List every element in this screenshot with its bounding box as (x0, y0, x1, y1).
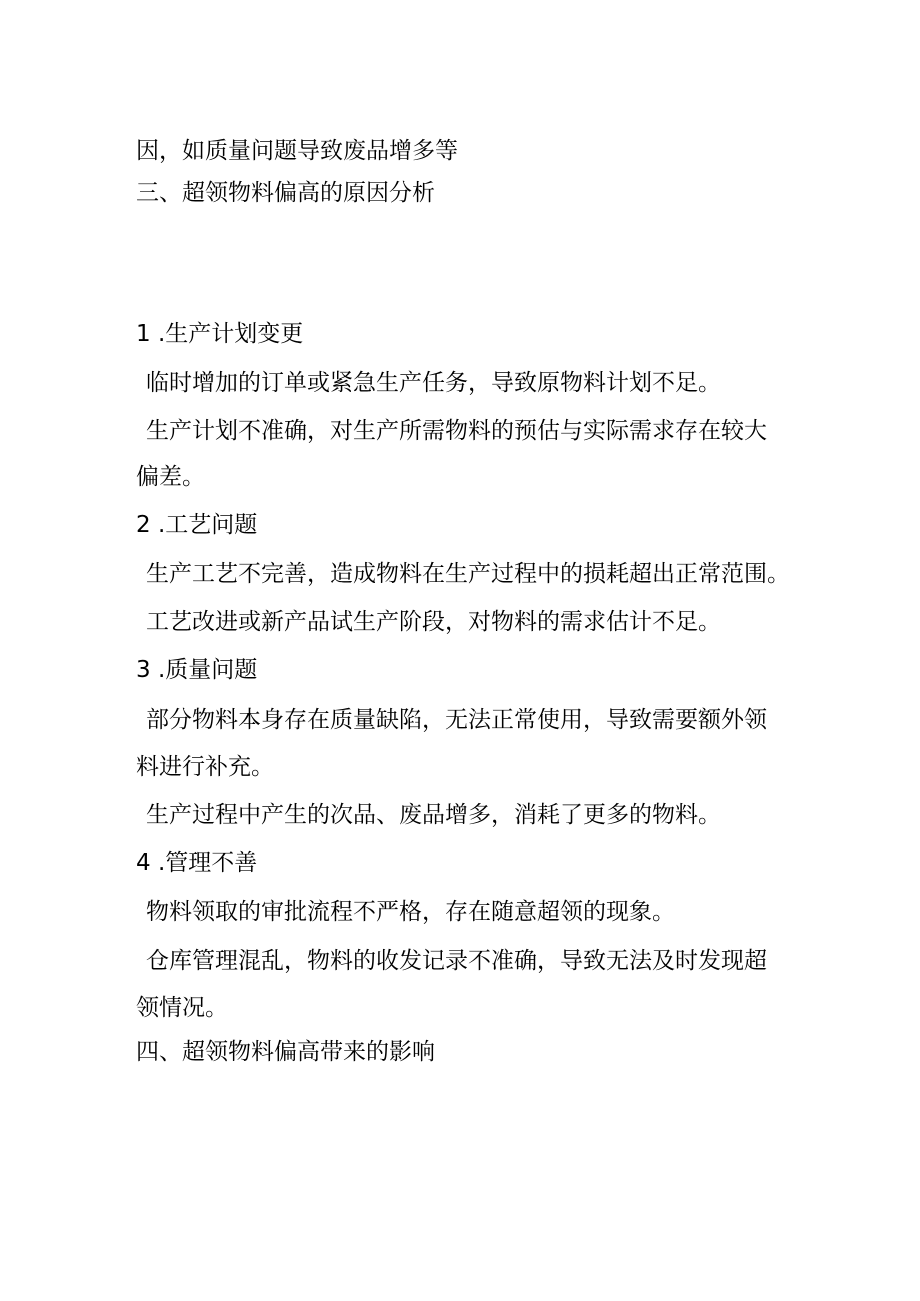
item-3-paragraph-1-line-2: 料进行补充。 (136, 754, 274, 780)
item-1-paragraph-1: 临时增加的订单或紧急生产任务，导致原物料计划不足。 (146, 370, 721, 396)
item-4-heading: 4 .管理不善 (136, 850, 258, 876)
item-2-paragraph-1: 生产工艺不完善，造成物料在生产过程中的损耗超出正常范围。 (146, 561, 790, 587)
item-4-paragraph-2-line-2: 领情况。 (136, 995, 228, 1021)
section-3-heading: 三、超领物料偏高的原因分析 (136, 180, 435, 206)
item-3-paragraph-2: 生产过程中产生的次品、废品增多，消耗了更多的物料。 (146, 802, 721, 828)
item-2-heading: 2 .工艺问题 (136, 512, 258, 538)
item-1-paragraph-2-line-1: 生产计划不准确，对生产所需物料的预估与实际需求存在较大 (146, 418, 767, 444)
item-4-paragraph-2-line-1: 仓库管理混乱，物料的收发记录不准确，导致无法及时发现超 (146, 948, 767, 974)
item-2-paragraph-2: 工艺改进或新产品试生产阶段，对物料的需求估计不足。 (146, 609, 721, 635)
item-3-paragraph-1-line-1: 部分物料本身存在质量缺陷，无法正常使用，导致需要额外领 (146, 707, 767, 733)
continuation-text: 因，如质量问题导致废品增多等 (136, 138, 458, 164)
item-3-heading: 3 .质量问题 (136, 657, 258, 683)
section-4-heading: 四、超领物料偏高带来的影响 (136, 1039, 435, 1065)
item-1-paragraph-2-line-2: 偏差。 (136, 464, 205, 490)
item-4-paragraph-1: 物料领取的审批流程不严格，存在随意超领的现象。 (146, 899, 675, 925)
item-1-heading: 1 .生产计划变更 (136, 321, 304, 347)
